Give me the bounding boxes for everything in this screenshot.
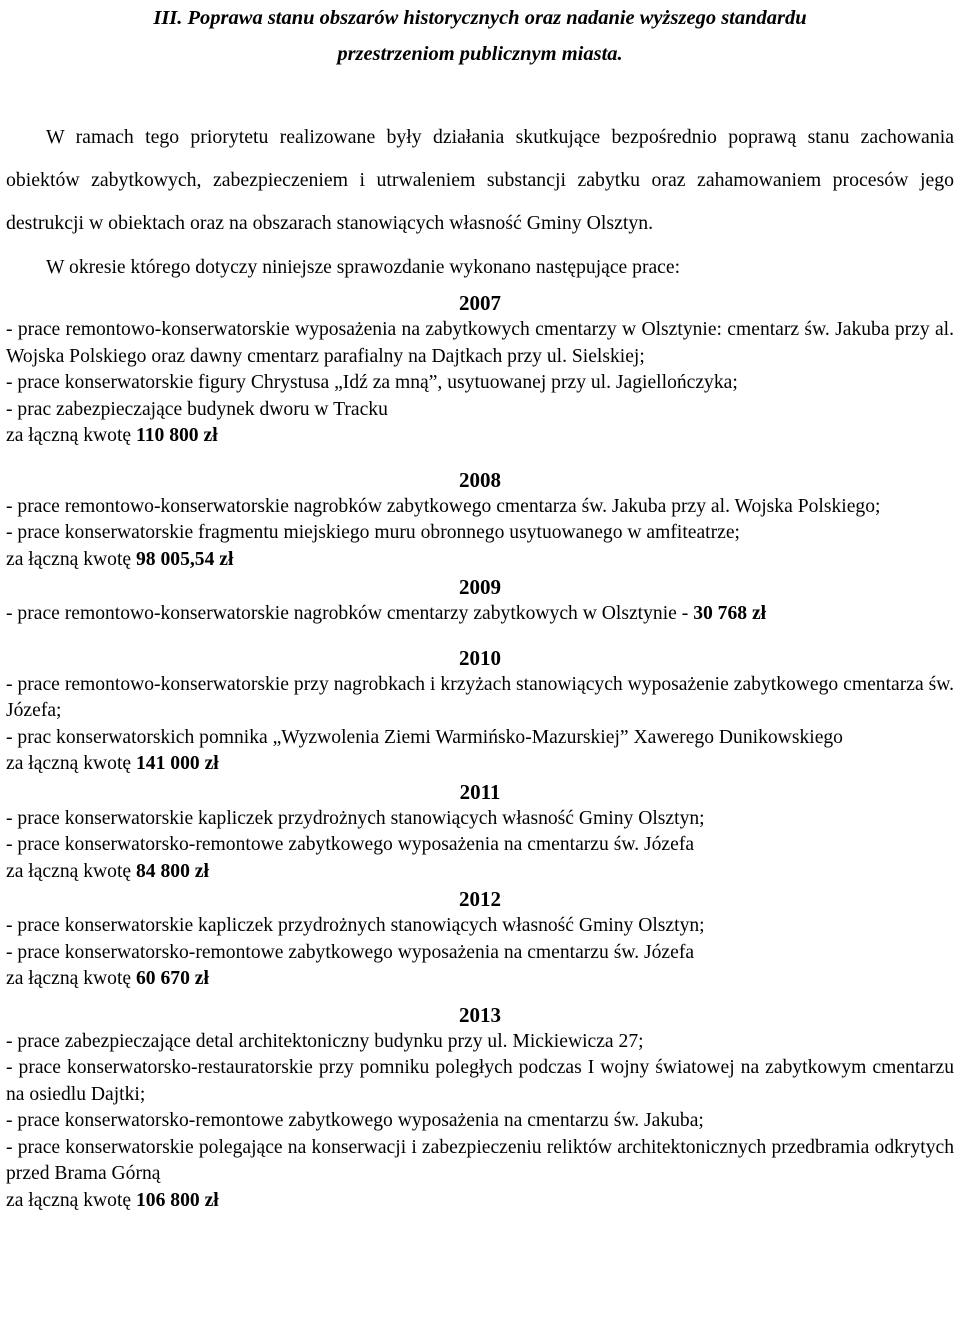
- amount-label: za łączną kwotę: [6, 1189, 136, 1211]
- list-item: - prac konserwatorskich pomnika „Wyzwolenia Ziemi Warmińsko-Mazurskiej” Xawerego Dunikowskiego: [6, 726, 843, 748]
- list-item: - prace konserwatorskie kapliczek przydrożnych stanowiących własność Gminy Olsztyn;: [6, 915, 705, 936]
- list-item: - prace remontowo-konserwatorskie nagrobków zabytkowego cmentarza św. Jakuba przy al. Wojska Polskiego;: [6, 495, 881, 517]
- year-block-2012: [6, 885, 954, 993]
- list-item: - prace remontowo-konserwatorskie wyposażenia na zabytkowych cmentarzy w Olsztynie: cmentarz św. Jakuba przy al. Wojska Polskiego oraz dawny cmentarz parafialny na Dajtkach przy ul. Sielskiej;: [6, 319, 954, 367]
- list-item: - prace konserwatorskie figury Chrystusa „Idź za mną”, usytuowanej przy ul. Jagiellończyka;: [6, 372, 738, 393]
- amount-value: 106 800 zł: [136, 1189, 219, 1211]
- list-item: - prace konserwatorsko-restauratorskie przy pomniku poległych podczas I wojny światowej na zabytkowym cmentarzu na osiedlu Dajtki;: [6, 1057, 954, 1105]
- intro-text: W ramach tego priorytetu realizowane były działania skutkujące bezpośrednio poprawą stanu zachowania obiektów zabytkowych, zabezpieczeniem i utrwaleniem substancji zabytku oraz zahamowaniem procesów jego destrukcji w obiektach oraz na obszarach stanowiących własność Gminy Olsztyn.: [6, 126, 954, 234]
- intro-paragraph: [6, 116, 954, 245]
- total-amount: [6, 423, 954, 450]
- list-item: - prac zabezpieczające budynek dworu w Tracku: [6, 398, 388, 420]
- section-title-line-1: III. Poprawa stanu obszarów historycznych oraz nadanie wyższego standardu: [153, 7, 807, 29]
- total-amount: [6, 859, 954, 886]
- total-amount: [6, 1188, 954, 1215]
- list-item: - prace remontowo-konserwatorskie przy nagrobkach i krzyżach stanowiących wyposażenie zabytkowego cmentarza św. Józefa;: [6, 673, 954, 721]
- year-heading: 2011: [459, 779, 501, 804]
- amount-label: za łączną kwotę: [6, 753, 136, 774]
- amount-value: 84 800 zł: [136, 860, 209, 882]
- amount-label: za łączną kwotę: [6, 425, 136, 446]
- amount-label: za łączną kwotę: [6, 860, 136, 882]
- amount-value: 98 005,54 zł: [136, 548, 234, 570]
- list-item: - prace konserwatorskie kapliczek przydrożnych stanowiących własność Gminy Olsztyn;: [6, 807, 705, 829]
- list-item: - prace konserwatorsko-remontowe zabytkowego wyposażenia na cmentarzu św. Józefa: [6, 941, 695, 963]
- year-heading: 2009: [459, 575, 501, 599]
- year-heading: 2012: [459, 887, 501, 911]
- year-heading: 2013: [459, 1002, 501, 1027]
- amount-value: 141 000 zł: [136, 753, 219, 774]
- year-block-2007: [6, 289, 954, 450]
- year-heading: 2010: [459, 645, 501, 670]
- list-item: - prace zabezpieczające detal architektoniczny budynku przy ul. Mickiewicza 27;: [6, 1030, 644, 1052]
- amount-label: za łączną kwotę: [6, 968, 136, 989]
- amount-value: 110 800 zł: [136, 425, 218, 446]
- year-block-2013: [6, 1001, 954, 1215]
- year-heading: 2007: [459, 291, 501, 315]
- list-item: - prace konserwatorskie fragmentu miejskiego muru obronnego usytuowanego w amfiteatrze;: [6, 522, 740, 543]
- list-item: - prace konserwatorskie polegające na konserwacji i zabezpieczeniu reliktów architektonicznych przedbramia odkrytych przed Brama Górną: [6, 1136, 954, 1184]
- total-amount: [6, 966, 954, 993]
- list-item: - prace konserwatorsko-remontowe zabytkowego wyposażenia na cmentarzu św. Jakuba;: [6, 1110, 704, 1131]
- intro-lead-in: W okresie którego dotyczy niniejsze sprawozdanie wykonano następujące prace:: [46, 257, 681, 278]
- total-amount: [6, 547, 954, 574]
- amount-value: 30 768 zł: [693, 603, 767, 624]
- amount-value: 60 670 zł: [136, 968, 209, 989]
- item-text: - prace remontowo-konserwatorskie nagrobków cmentarzy zabytkowych w Olsztynie -: [6, 603, 694, 624]
- list-item: - prace konserwatorsko-remontowe zabytkowego wyposażenia na cmentarzu św. Józefa: [6, 834, 695, 855]
- list-item: [6, 601, 954, 628]
- year-block-2008: [6, 466, 954, 574]
- section-heading: [6, 0, 954, 72]
- total-amount: [6, 751, 954, 778]
- year-block-2009: [6, 573, 954, 628]
- year-block-2011: [6, 778, 954, 886]
- section-title-line-2: przestrzeniom publicznym miasta.: [337, 43, 623, 65]
- year-block-2010: [6, 644, 954, 778]
- amount-label: za łączną kwotę: [6, 548, 136, 570]
- year-heading: 2008: [459, 467, 501, 492]
- report-body: [6, 251, 954, 1214]
